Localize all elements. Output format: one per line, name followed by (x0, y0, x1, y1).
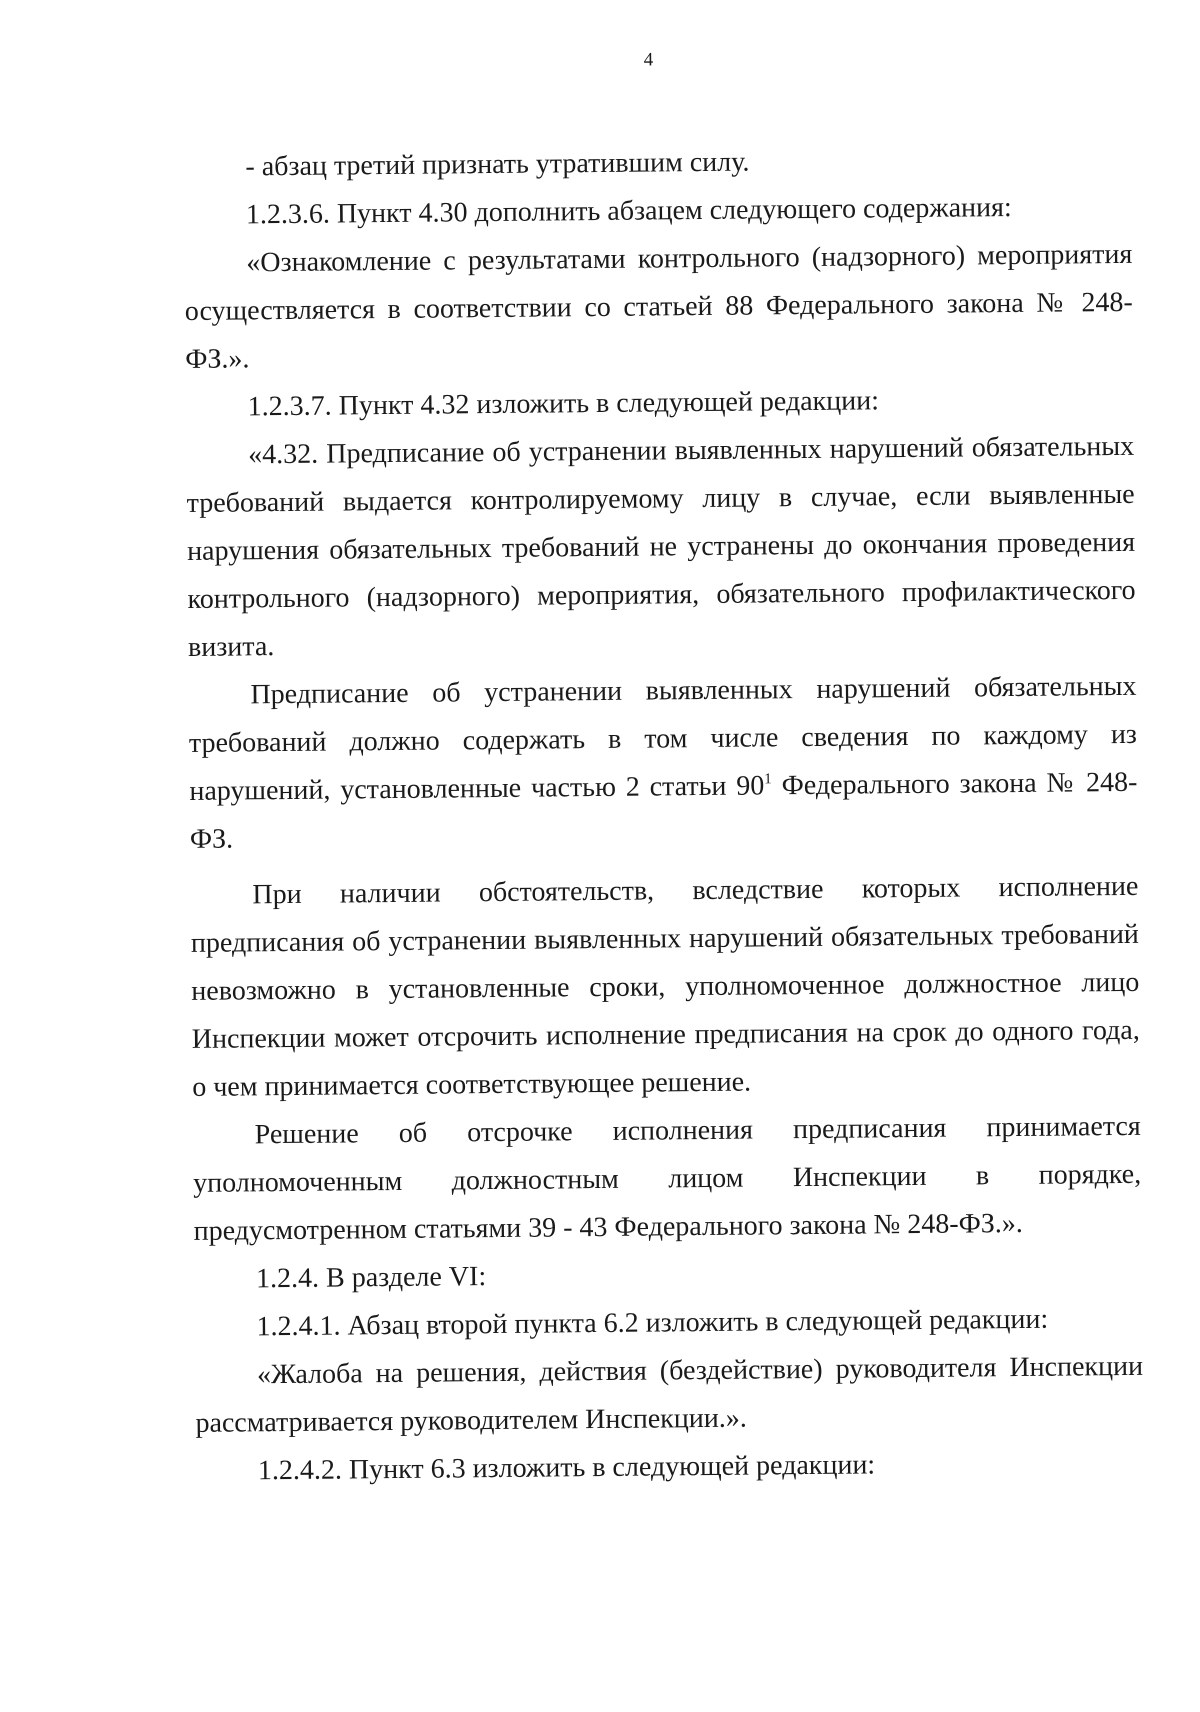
paragraph-repeal-third-clause: - абзац третий признать утратившим силу. (245, 146, 750, 183)
paragraph-complaint-quote: «Жалоба на решения, действия (бездействие) руководителя Инспекции рассматривается руководителем Инспекции.». (195, 1350, 1144, 1439)
paragraph-prescription-content (188, 663, 1138, 864)
paragraph-clause-4-32: «4.32. Предписание об устранении выявленных нарушений обязательных требований выдается контролируемому лицу в случае, если выявленные нарушения обязательных требований не устранены до окончания проведения контрольного (надзорного) мероприятия, обязательного профилактического визита. (186, 430, 1136, 663)
paragraph-item-1-2-4-1: 1.2.4.1. Абзац второй пункта 6.2 изложить в следующей редакции: (256, 1303, 1049, 1343)
paragraph-familiarization-quote: «Ознакомление с результатами контрольного (надзорного) мероприятия осуществляется в соответствии со статьей 88 Федерального закона № 248-ФЗ.». (184, 238, 1133, 375)
page-number: 4 (643, 49, 654, 71)
paragraph-item-1-2-3-7: 1.2.3.7. Пункт 4.32 изложить в следующей редакции: (247, 385, 880, 423)
superscript-article-index: 1 (764, 771, 772, 788)
document-body (183, 135, 1144, 1496)
paragraph-prescription-tail: Федерального закона № 248-ФЗ. (189, 766, 1138, 855)
paragraph-item-1-2-4: 1.2.4. В разделе VI: (255, 1261, 487, 1295)
paragraph-postponement-decision: Решение об отсрочке исполнения предписания принимается уполномоченным должностным лицом Инспекции в порядке, предусмотренном статьями 39 - 43 Федерального закона № 248-ФЗ.». (193, 1110, 1142, 1247)
paragraph-prescription-text: Предписание об устранении выявленных нарушений обязательных требований должно содержать в том числе сведения по каждому из нарушений, установленные частью 2 статьи 90 (188, 670, 1138, 807)
paragraph-postponement-circumstances: При наличии обстоятельств, вследствие которых исполнение предписания об устранении выявленных нарушений обязательных требований невозможно в установленные сроки, уполномоченное должностное лицо Инспекции может отсрочить исполнение предписания на срок до одного года, о чем принимается соответствующее решение. (190, 870, 1140, 1103)
paragraph-item-1-2-3-6: 1.2.3.6. Пункт 4.30 дополнить абзацем следующего содержания: (245, 192, 1012, 231)
paragraph-item-1-2-4-2: 1.2.4.2. Пункт 6.3 изложить в следующей редакции: (257, 1449, 876, 1487)
